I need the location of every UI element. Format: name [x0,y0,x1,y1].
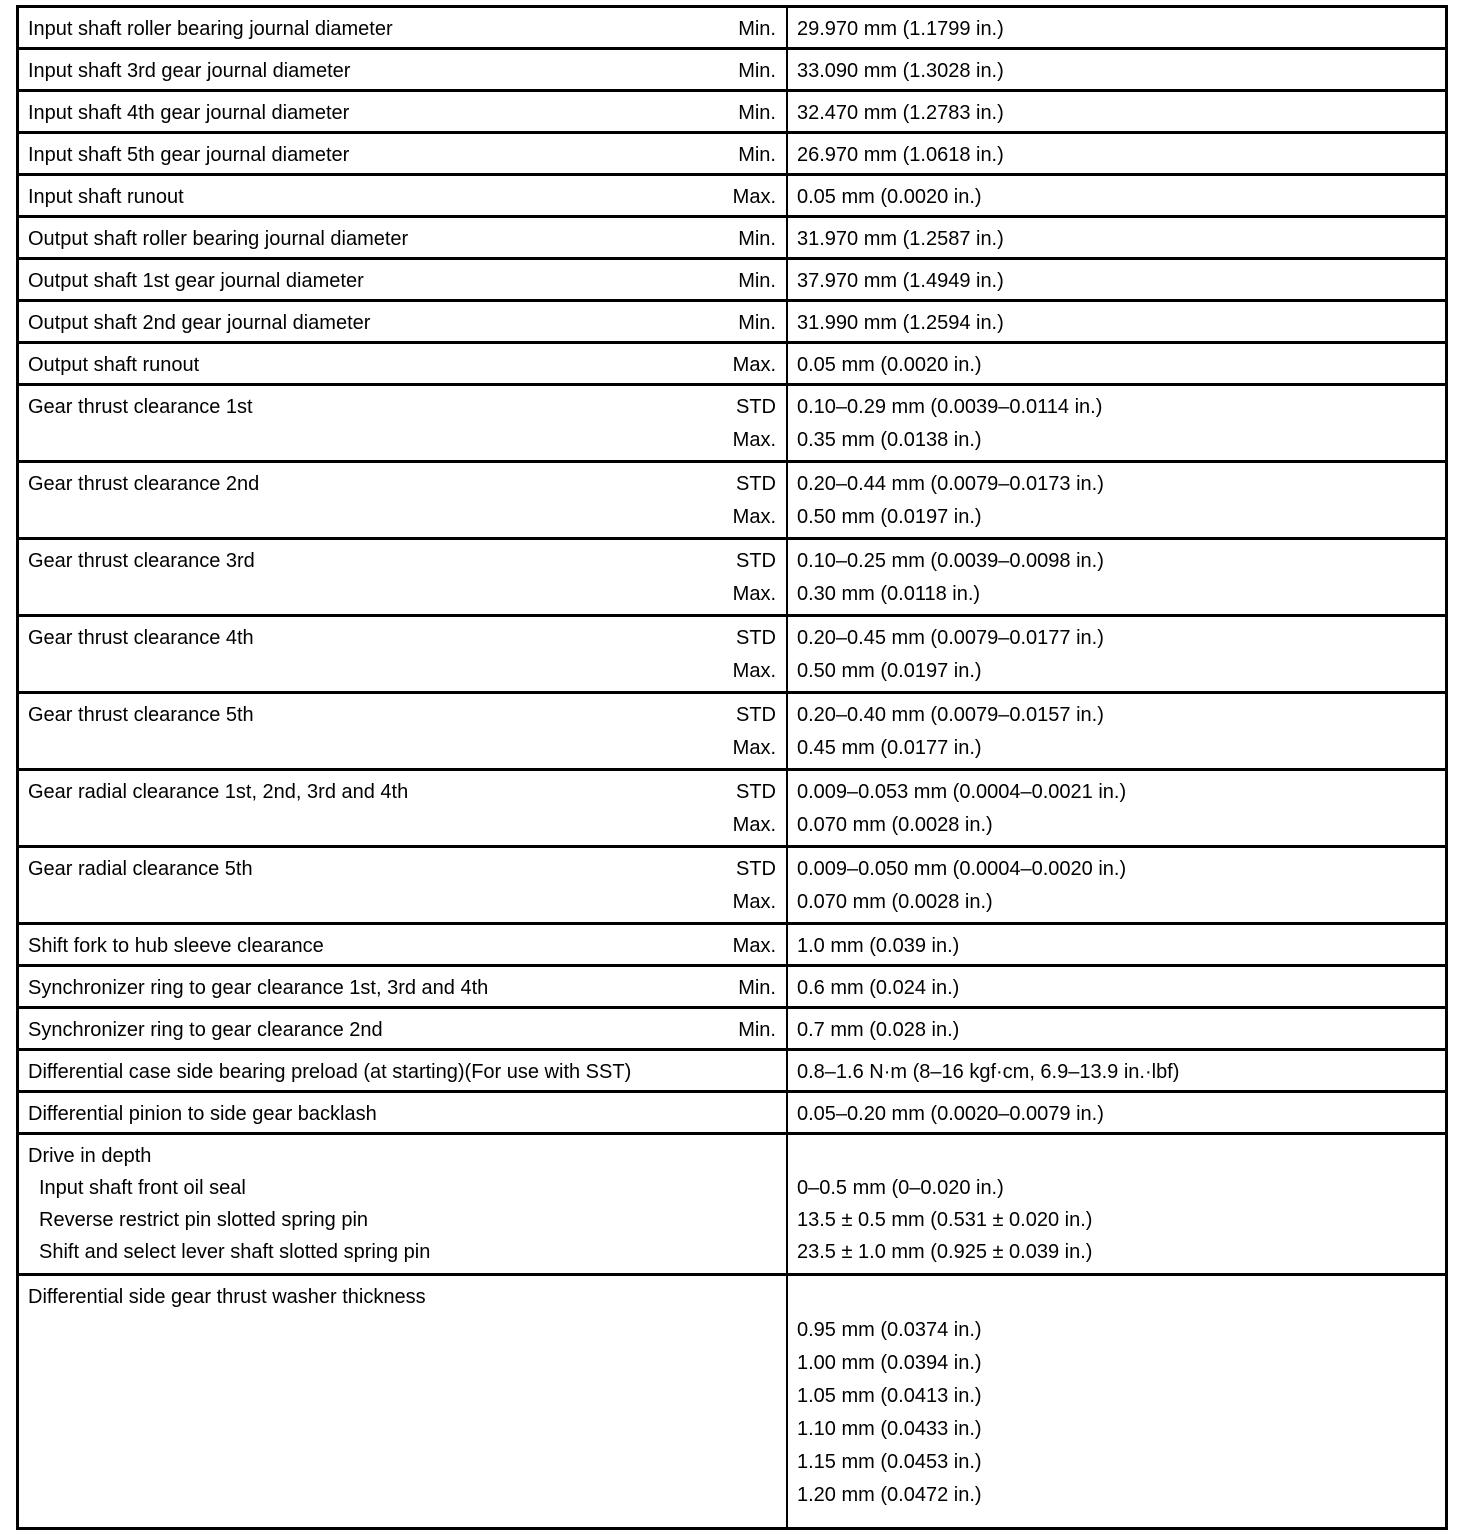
spec-row [19,925,1445,967]
spec-value-cell [788,1051,1445,1090]
drive-in-depth-item-value: 13.5 ± 0.5 mm (0.531 ± 0.020 in.) [797,1209,1093,1231]
spec-value-cell [788,302,1445,341]
spec-qualifier: Max. [732,429,776,451]
spec-label: Input shaft 4th gear journal diameter [28,102,350,124]
spec-value-cell [788,1009,1445,1048]
spec-label: Gear thrust clearance 1st [28,396,253,418]
spec-qualifier: Min. [738,977,776,999]
spec-label-cell [19,176,788,215]
spec-label-cell [19,50,788,89]
washer-thickness-value: 1.15 mm (0.0453 in.) [797,1451,982,1473]
spec-value: 0.10–0.29 mm (0.0039–0.0114 in.) [797,396,1103,418]
spec-label: Input shaft 3rd gear journal diameter [28,60,351,82]
spec-qualifier: Max. [732,506,776,528]
spec-value-cell [788,1276,1445,1527]
washer-thickness-label: Differential side gear thrust washer thickness [28,1286,426,1308]
drive-in-depth-item-label: Reverse restrict pin slotted spring pin [39,1209,369,1231]
spec-value-cell [788,925,1445,964]
spec-qualifier: Min. [738,144,776,166]
spec-value-cell [788,92,1445,131]
spec-label-cell [19,302,788,341]
spec-value-cell [788,771,1445,845]
washer-thickness-value: 1.05 mm (0.0413 in.) [797,1385,982,1407]
spec-row [19,1093,1445,1135]
spec-label-cell [19,92,788,131]
spec-label-cell [19,967,788,1006]
spec-label-cell [19,925,788,964]
spec-value: 29.970 mm (1.1799 in.) [797,18,1004,40]
spec-value-cell [788,260,1445,299]
spec-row [19,218,1445,260]
spec-value-cell [788,344,1445,383]
spec-row [19,302,1445,344]
spec-value: 0.05–0.20 mm (0.0020–0.0079 in.) [797,1103,1104,1125]
spec-qualifier: Min. [738,102,776,124]
spec-row [19,771,1445,848]
spec-value: 0.10–0.25 mm (0.0039–0.0098 in.) [797,550,1104,572]
spec-value-cell [788,176,1445,215]
spec-qualifier: STD [736,781,776,803]
spec-value: 0.20–0.45 mm (0.0079–0.0177 in.) [797,627,1104,649]
spec-qualifier: Min. [738,312,776,334]
drive-in-depth-item-value: 0–0.5 mm (0–0.020 in.) [797,1177,1004,1199]
spec-value: 31.970 mm (1.2587 in.) [797,228,1004,250]
spec-value-cell [788,218,1445,257]
spec-row-washer-thickness [19,1276,1445,1527]
spec-value: 0.35 mm (0.0138 in.) [797,429,982,451]
spec-qualifier: Min. [738,228,776,250]
spec-qualifier: Max. [732,891,776,913]
spec-value-cell [788,50,1445,89]
spec-row [19,694,1445,771]
spec-label-cell [19,260,788,299]
drive-in-depth-item-label: Input shaft front oil seal [39,1177,246,1199]
drive-in-depth-item-label: Shift and select lever shaft slotted spring pin [39,1241,431,1263]
spec-label: Gear thrust clearance 2nd [28,473,260,495]
spec-row [19,386,1445,463]
washer-thickness-value: 1.20 mm (0.0472 in.) [797,1484,982,1506]
spec-label-cell [19,386,788,460]
spec-value: 0.30 mm (0.0118 in.) [797,583,981,605]
spec-row [19,967,1445,1009]
spec-value: 0.45 mm (0.0177 in.) [797,737,982,759]
spec-label-cell [19,218,788,257]
spec-row [19,176,1445,218]
spec-qualifier: Min. [738,270,776,292]
spec-qualifier: STD [736,704,776,726]
spec-row [19,848,1445,925]
spec-value: 0.20–0.44 mm (0.0079–0.0173 in.) [797,473,1104,495]
spec-value: 0.7 mm (0.028 in.) [797,1019,960,1041]
spec-value-cell [788,463,1445,537]
spec-row [19,463,1445,540]
washer-thickness-value: 1.00 mm (0.0394 in.) [797,1352,982,1374]
spec-label: Synchronizer ring to gear clearance 1st, 3rd and 4th [28,977,489,999]
spec-value: 26.970 mm (1.0618 in.) [797,144,1004,166]
spec-label-cell [19,463,788,537]
spec-qualifier: Min. [738,1019,776,1041]
spec-value: 1.0 mm (0.039 in.) [797,935,960,957]
spec-value: 31.990 mm (1.2594 in.) [797,312,1004,334]
spec-value-cell [788,848,1445,922]
spec-label-cell [19,1276,788,1527]
spec-label: Gear thrust clearance 4th [28,627,254,649]
spec-label: Output shaft roller bearing journal diameter [28,228,409,250]
spec-value: 0.05 mm (0.0020 in.) [797,186,982,208]
spec-label: Input shaft runout [28,186,184,208]
spec-label-cell [19,540,788,614]
spec-qualifier: Max. [732,583,776,605]
spec-label: Output shaft runout [28,354,200,376]
spec-label-cell [19,848,788,922]
spec-qualifier: Min. [738,60,776,82]
spec-label-cell [19,617,788,691]
spec-qualifier: STD [736,396,776,418]
spec-value-cell [788,386,1445,460]
spec-label: Differential case side bearing preload (at starting)(For use with SST) [28,1061,632,1083]
spec-label-cell [19,1009,788,1048]
spec-qualifier: STD [736,473,776,495]
spec-label-cell [19,1051,788,1090]
spec-value: 32.470 mm (1.2783 in.) [797,102,1004,124]
spec-label: Gear radial clearance 5th [28,858,253,880]
spec-row [19,8,1445,50]
drive-in-depth-heading: Drive in depth [28,1145,152,1167]
spec-value: 37.970 mm (1.4949 in.) [797,270,1004,292]
spec-row [19,344,1445,386]
spec-qualifier: Max. [732,354,776,376]
spec-qualifier: Max. [732,737,776,759]
spec-qualifier: Max. [732,814,776,836]
spec-value-cell [788,694,1445,768]
spec-qualifier: STD [736,858,776,880]
spec-label-cell [19,344,788,383]
spec-value: 0.009–0.050 mm (0.0004–0.0020 in.) [797,858,1127,880]
washer-thickness-value: 0.95 mm (0.0374 in.) [797,1319,982,1341]
spec-value: 0.8–1.6 N·m (8–16 kgf·cm, 6.9–13.9 in.·lbf) [797,1061,1180,1083]
spec-value-cell [788,540,1445,614]
spec-value-cell [788,1093,1445,1132]
spec-qualifier: Max. [732,660,776,682]
spec-value-cell [788,1135,1445,1273]
spec-label: Gear thrust clearance 3rd [28,550,255,572]
spec-row [19,50,1445,92]
washer-thickness-value: 1.10 mm (0.0433 in.) [797,1418,982,1440]
spec-value: 0.009–0.053 mm (0.0004–0.0021 in.) [797,781,1127,803]
spec-value: 0.50 mm (0.0197 in.) [797,660,982,682]
spec-qualifier: STD [736,627,776,649]
spec-value: 33.090 mm (1.3028 in.) [797,60,1004,82]
spec-value: 0.20–0.40 mm (0.0079–0.0157 in.) [797,704,1104,726]
spec-row [19,260,1445,302]
spec-row [19,540,1445,617]
spec-row [19,1009,1445,1051]
spec-label: Output shaft 1st gear journal diameter [28,270,364,292]
spec-label-cell [19,1093,788,1132]
spec-value-cell [788,134,1445,173]
drive-in-depth-item-value: 23.5 ± 1.0 mm (0.925 ± 0.039 in.) [797,1241,1093,1263]
spec-row [19,617,1445,694]
spec-value: 0.070 mm (0.0028 in.) [797,891,993,913]
spec-qualifier: Max. [732,935,776,957]
spec-row [19,1051,1445,1093]
spec-value-cell [788,967,1445,1006]
spec-row-drive-in-depth [19,1135,1445,1276]
spec-label: Gear radial clearance 1st, 2nd, 3rd and 4th [28,781,409,803]
spec-value: 0.05 mm (0.0020 in.) [797,354,982,376]
spec-qualifier: Max. [732,186,776,208]
spec-label: Shift fork to hub sleeve clearance [28,935,324,957]
spec-label-cell [19,134,788,173]
spec-value-cell [788,617,1445,691]
spec-label: Input shaft roller bearing journal diameter [28,18,393,40]
spec-label: Differential pinion to side gear backlash [28,1103,377,1125]
spec-label: Output shaft 2nd gear journal diameter [28,312,371,334]
spec-value: 0.6 mm (0.024 in.) [797,977,960,999]
spec-value: 0.070 mm (0.0028 in.) [797,814,993,836]
spec-row [19,92,1445,134]
spec-value-cell [788,8,1445,47]
spec-value: 0.50 mm (0.0197 in.) [797,506,982,528]
spec-label: Input shaft 5th gear journal diameter [28,144,350,166]
spec-qualifier: Min. [738,18,776,40]
spec-label-cell [19,694,788,768]
spec-label-cell [19,1135,788,1273]
spec-label: Synchronizer ring to gear clearance 2nd [28,1019,383,1041]
spec-qualifier: STD [736,550,776,572]
spec-label-cell [19,771,788,845]
spec-label: Gear thrust clearance 5th [28,704,254,726]
spec-table [16,5,1448,1530]
spec-label-cell [19,8,788,47]
spec-row [19,134,1445,176]
